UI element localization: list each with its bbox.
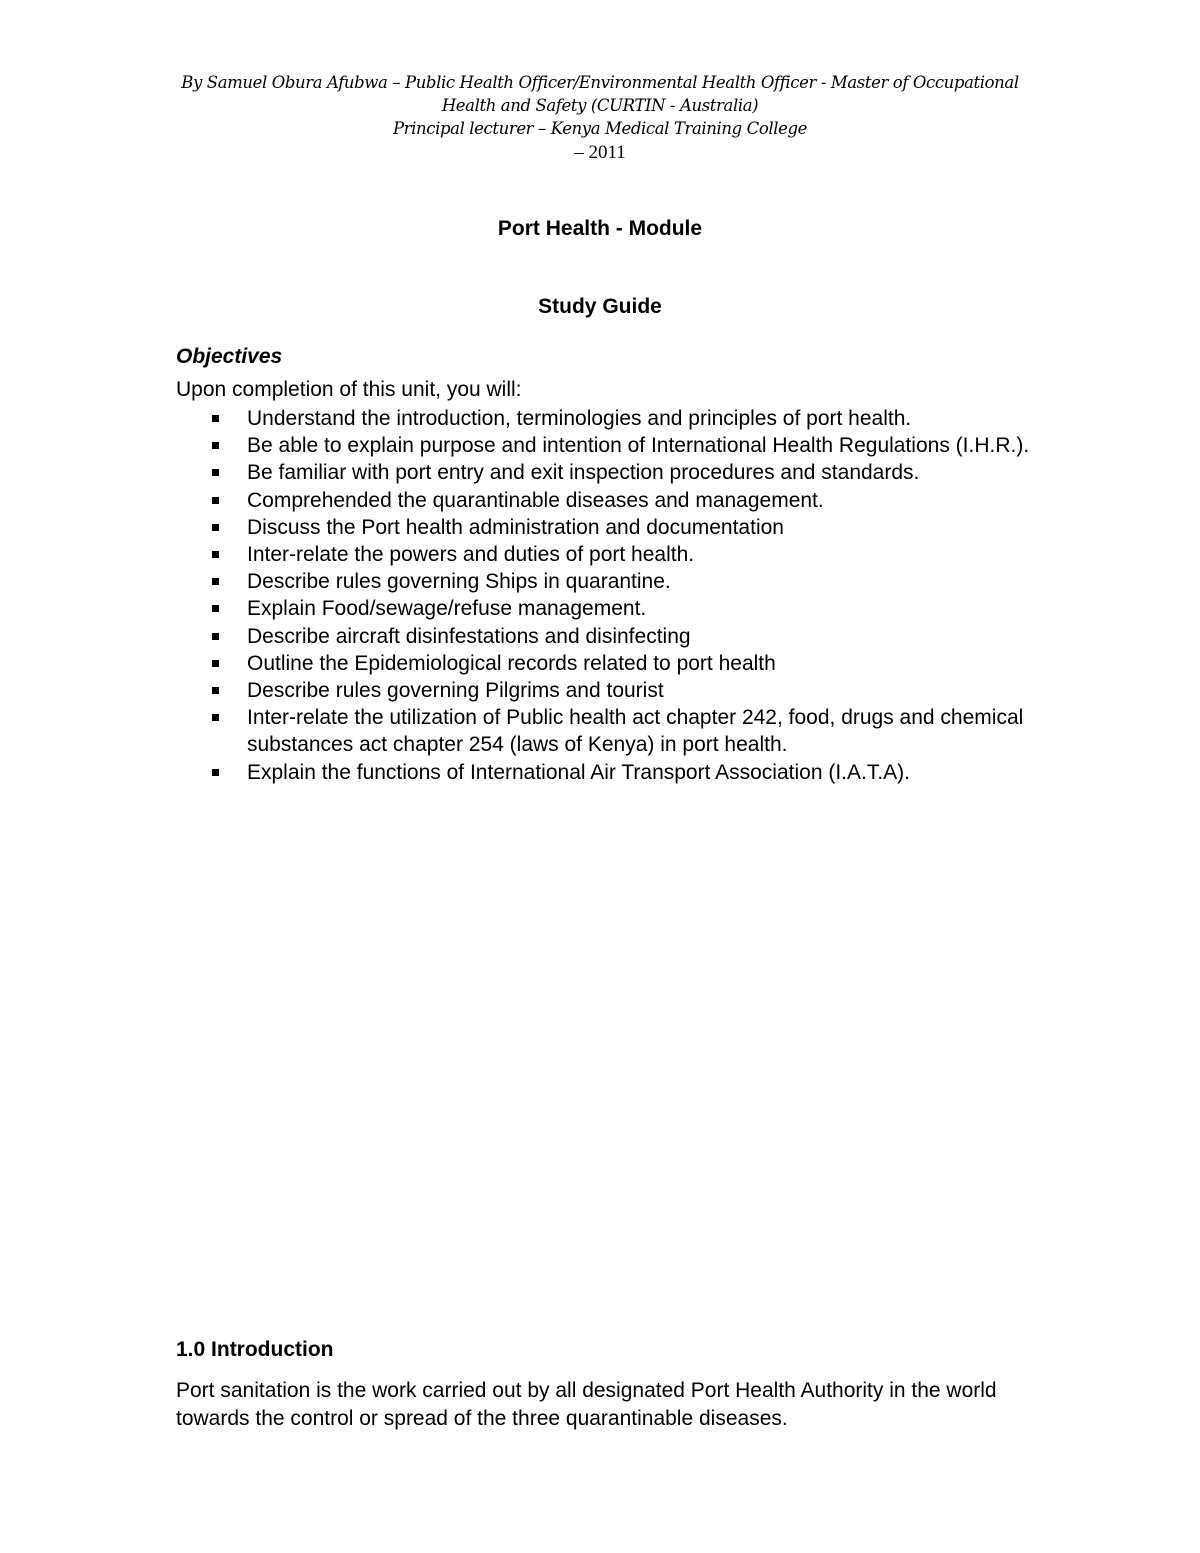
introduction-paragraph: Port sanitation is the work carried out by all designated Port Health Authority in the world towards the control or spread of the three quarantinable diseases. [176,1379,997,1430]
objective-text: Explain Food/sewage/refuse management. [247,597,647,621]
objective-item [176,704,1036,758]
objective-text: Outline the Epidemiological records related to port health [247,651,776,675]
square-bullet-icon [212,769,219,776]
objective-text: Explain the functions of International Air Transport Association (I.A.T.A). [247,760,911,784]
objective-text: Understand the introduction, terminologies and principles of port health. [247,407,912,430]
author-line-3: Principal lecturer – Kenya Medical Training College [392,119,808,138]
square-bullet-icon [212,524,219,531]
author-block [176,71,1024,164]
square-bullet-icon [212,687,219,694]
objective-item [176,623,1036,650]
objective-text: Inter-relate the utilization of Public health act chapter 242, food, drugs and chemical substances act chapter 254 (laws of Kenya) in port health. [247,706,1024,757]
square-bullet-icon [212,442,219,449]
objective-item [176,677,1036,704]
objective-text: Be familiar with port entry and exit inspection procedures and standards. [247,461,920,485]
square-bullet-icon [212,714,219,721]
objective-text: Discuss the Port health administration and documentation [247,515,784,539]
square-bullet-icon [212,497,219,504]
objective-item [176,541,1036,568]
author-line-1: By Samuel Obura Afubwa – Public Health Officer/Environmental Health Officer - Master of Occupational [181,73,1019,92]
objective-item [176,650,1036,677]
square-bullet-icon [212,578,219,585]
objective-item [176,759,1036,786]
square-bullet-icon [212,551,219,558]
objectives-intro: Upon completion of this unit, you will: [176,378,522,401]
objectives-heading: Objectives [176,345,283,368]
objective-item [176,568,1036,595]
square-bullet-icon [212,605,219,612]
square-bullet-icon [212,660,219,667]
module-title: Port Health - Module [497,217,703,240]
author-line-2: Health and Safety (CURTIN - Australia) [441,96,759,115]
author-year: – 2011 [574,142,626,163]
objective-text: Be able to explain purpose and intention of International Health Regulations (I.H.R.). [247,434,1030,458]
objective-text: Describe rules governing Ships in quarantine. [247,570,671,594]
objective-item [176,487,1036,514]
introduction-heading: 1.0 Introduction [176,1338,334,1361]
objective-item [176,514,1036,541]
objective-item [176,459,1036,486]
objective-item [176,432,1036,459]
objective-text: Inter-relate the powers and duties of port health. [247,543,695,567]
objective-text: Describe aircraft disinfestations and disinfecting [247,624,691,648]
objectives-list [176,405,1036,786]
objective-text: Comprehended the quarantinable diseases and management. [247,488,824,512]
square-bullet-icon [212,415,219,422]
study-guide-title: Study Guide [538,295,662,318]
objective-text: Describe rules governing Pilgrims and tourist [247,679,664,703]
square-bullet-icon [212,633,219,640]
square-bullet-icon [212,469,219,476]
objective-item [176,595,1036,622]
objective-item [176,405,1036,432]
